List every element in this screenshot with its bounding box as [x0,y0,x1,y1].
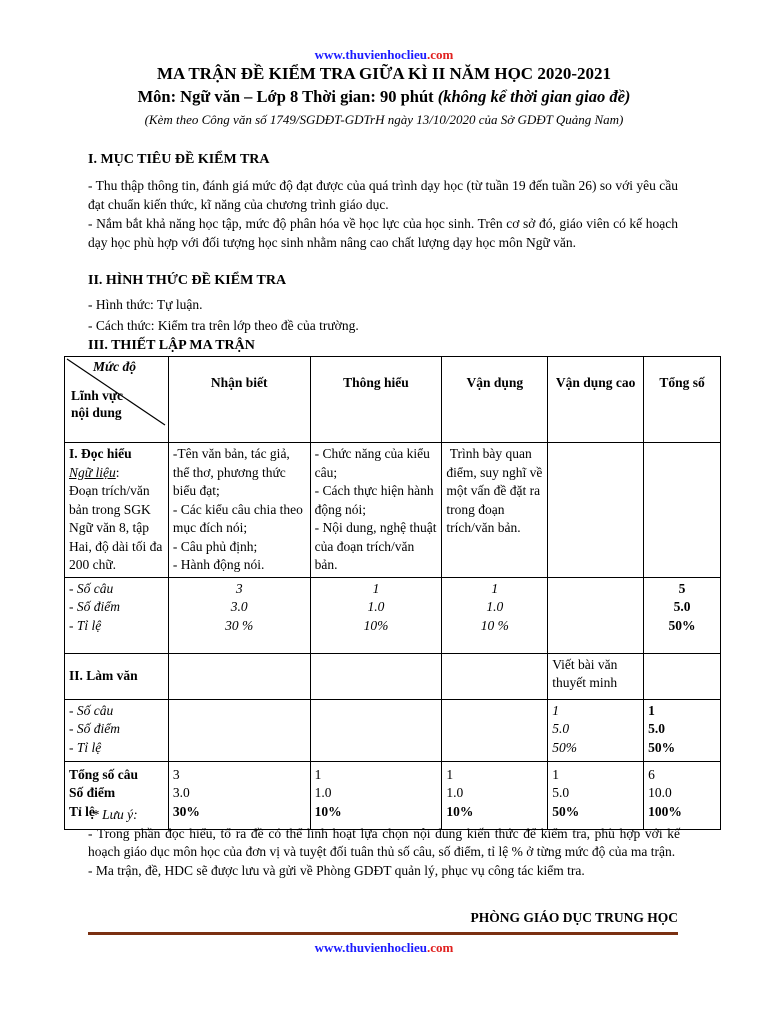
objective-paragraph-2: - Nắm bắt khả năng học tập, mức độ phân hóa về học lực của học sinh. Trên cơ sở đó, giáo viên có kế hoạch dạy học phù hợp với đối tượng học sinh nhằm nâng cao chất lượng dạy học môn Ngữ văn. [88,216,678,250]
document-title: MA TRẬN ĐỀ KIỂM TRA GIỮA KÌ II NĂM HỌC 2020-2021 [157,64,611,83]
site-domain: www.thuvienhoclieu [314,940,427,955]
writing-apply-high-cell: Viết bài văn thuyết minh [548,653,644,699]
row-reading-stats [65,577,721,653]
material-text: Đoạn trích/văn bản trong SGK Ngữ văn 8, tập Hai, độ dài tối đa 200 chữ. [69,483,163,572]
corner-field-label [71,387,123,421]
section-heading-matrix: III. THIẾT LẬP MA TRẬN [88,338,255,353]
col-header-apply-high: Vận dụng cao [548,357,644,443]
corner-field-line-2: nội dung [71,405,122,420]
writing-apply-high-stats: 1 5.0 50% [548,699,644,761]
row-writing [65,653,721,699]
corner-field-line-1: Lĩnh vực [71,388,123,403]
matrix-table [64,356,721,830]
site-tld: .com [426,940,454,955]
footer-organization: PHÒNG GIÁO DỤC TRUNG HỌC [470,910,678,925]
matrix-header-row [65,357,721,443]
reading-apply-high-cell [548,443,644,578]
reading-understand-stats: 1 1.0 10% [310,577,442,653]
writing-recognize-cell [168,653,310,699]
col-header-recognize: Nhận biết [168,357,310,443]
reading-material: Ngữ liệu: [69,464,120,480]
matrix-corner-cell [65,357,169,443]
col-header-total: Tổng số [644,357,721,443]
reading-total-cell [644,443,721,578]
reading-understand-cell: - Chức năng của kiểu câu; - Cách thực hiện hành động nói; - Nội dung, nghệ thuật của đoạn trích/văn bản. [310,443,442,578]
reading-apply-stats: 1 1.0 10 % [442,577,548,653]
section-heading-format: II. HÌNH THỨC ĐỀ KIỂM TRA [88,273,287,288]
reading-recognize-cell: -Tên văn bản, tác giả, thể thơ, phương thức biểu đạt; - Các kiểu câu chia theo mục đích nói; - Câu phủ định; - Hành động nói. [168,443,310,578]
material-label: Ngữ liệu [69,464,116,480]
writing-title: II. Làm văn [65,653,169,699]
format-paragraph-2: - Cách thức: Kiểm tra trên lớp theo đề của trường. [88,318,359,333]
reading-recognize-stats: 3 3.0 30 % [168,577,310,653]
objective-paragraph-1: - Thu thập thông tin, đánh giá mức độ đạt được của quá trình dạy học (từ tuần 19 đến tuần 26) so với yêu cầu đạt chuẩn kiến thức, kĩ năng của chương trình giáo dục. [88,178,678,212]
subject-line [0,87,768,107]
writing-total-stats: 1 5.0 50% [644,699,721,761]
site-domain: www.thuvienhoclieu [314,47,427,62]
section-heading-objectives: I. MỤC TIÊU ĐỀ KIỂM TRA [88,152,270,167]
writing-total-cell [644,653,721,699]
site-footer-link[interactable] [0,940,768,956]
totals-recognize: 3 3.0 30% [168,761,310,829]
reading-title: I. Đọc hiểu [69,446,132,461]
writing-stat-labels: - Số câu - Số điểm - Tỉ lệ [65,699,169,761]
format-paragraph-1: - Hình thức: Tự luận. [88,297,203,312]
col-header-apply: Vận dụng [442,357,548,443]
notes-heading: * Lưu ý: [92,807,138,822]
reading-label-cell [65,443,169,578]
totals-apply-high: 1 5.0 50% [548,761,644,829]
reading-apply-cell: Trình bày quan điểm, suy nghĩ về một vấn đề đặt ra trong đoạn trích/văn bản. [442,443,548,578]
reading-total-stats: 5 5.0 50% [644,577,721,653]
note-1: - Trong phần đọc hiểu, tổ ra đề có thể linh hoạt lựa chọn nội dung kiến thức để kiểm tra, phù hợp với kế hoạch giáo dục môn học của đơn vị và tuyệt đối tuân thủ số câu, số điểm, tỉ lệ % ở từng mức độ của ma trận. [88,825,680,859]
writing-apply-cell [442,653,548,699]
writing-recognize-stats [168,699,310,761]
row-reading-content [65,443,721,578]
subject-text: Môn: Ngữ văn – Lớp 8 Thời gian: 90 phút [137,87,438,106]
reading-apply-high-stats [548,577,644,653]
note-2: - Ma trận, đề, HDC sẽ được lưu và gửi về Phòng GDĐT quản lý, phục vụ công tác kiểm tra. [88,862,585,878]
subject-note: (không kể thời gian giao đề) [437,87,631,106]
totals-total: 6 10.0 100% [644,761,721,829]
site-tld: .com [426,47,454,62]
col-header-understand: Thông hiểu [310,357,442,443]
writing-understand-cell [310,653,442,699]
attachment-note: (Kèm theo Công văn số 1749/SGDĐT-GDTrH ngày 13/10/2020 của Sở GDĐT Quảng Nam) [144,112,624,127]
totals-labels: Tổng số câu Số điểm Tỉ lệ [65,761,169,829]
writing-understand-stats [310,699,442,761]
site-header-link[interactable] [0,47,768,63]
notes-block [88,806,680,880]
corner-level-label: Mức độ [93,359,136,374]
totals-apply: 1 1.0 10% [442,761,548,829]
reading-stat-labels: - Số câu - Số điểm - Tỉ lệ [65,577,169,653]
totals-understand: 1 1.0 10% [310,761,442,829]
writing-apply-stats [442,699,548,761]
footer-divider [88,932,678,935]
row-writing-stats [65,699,721,761]
